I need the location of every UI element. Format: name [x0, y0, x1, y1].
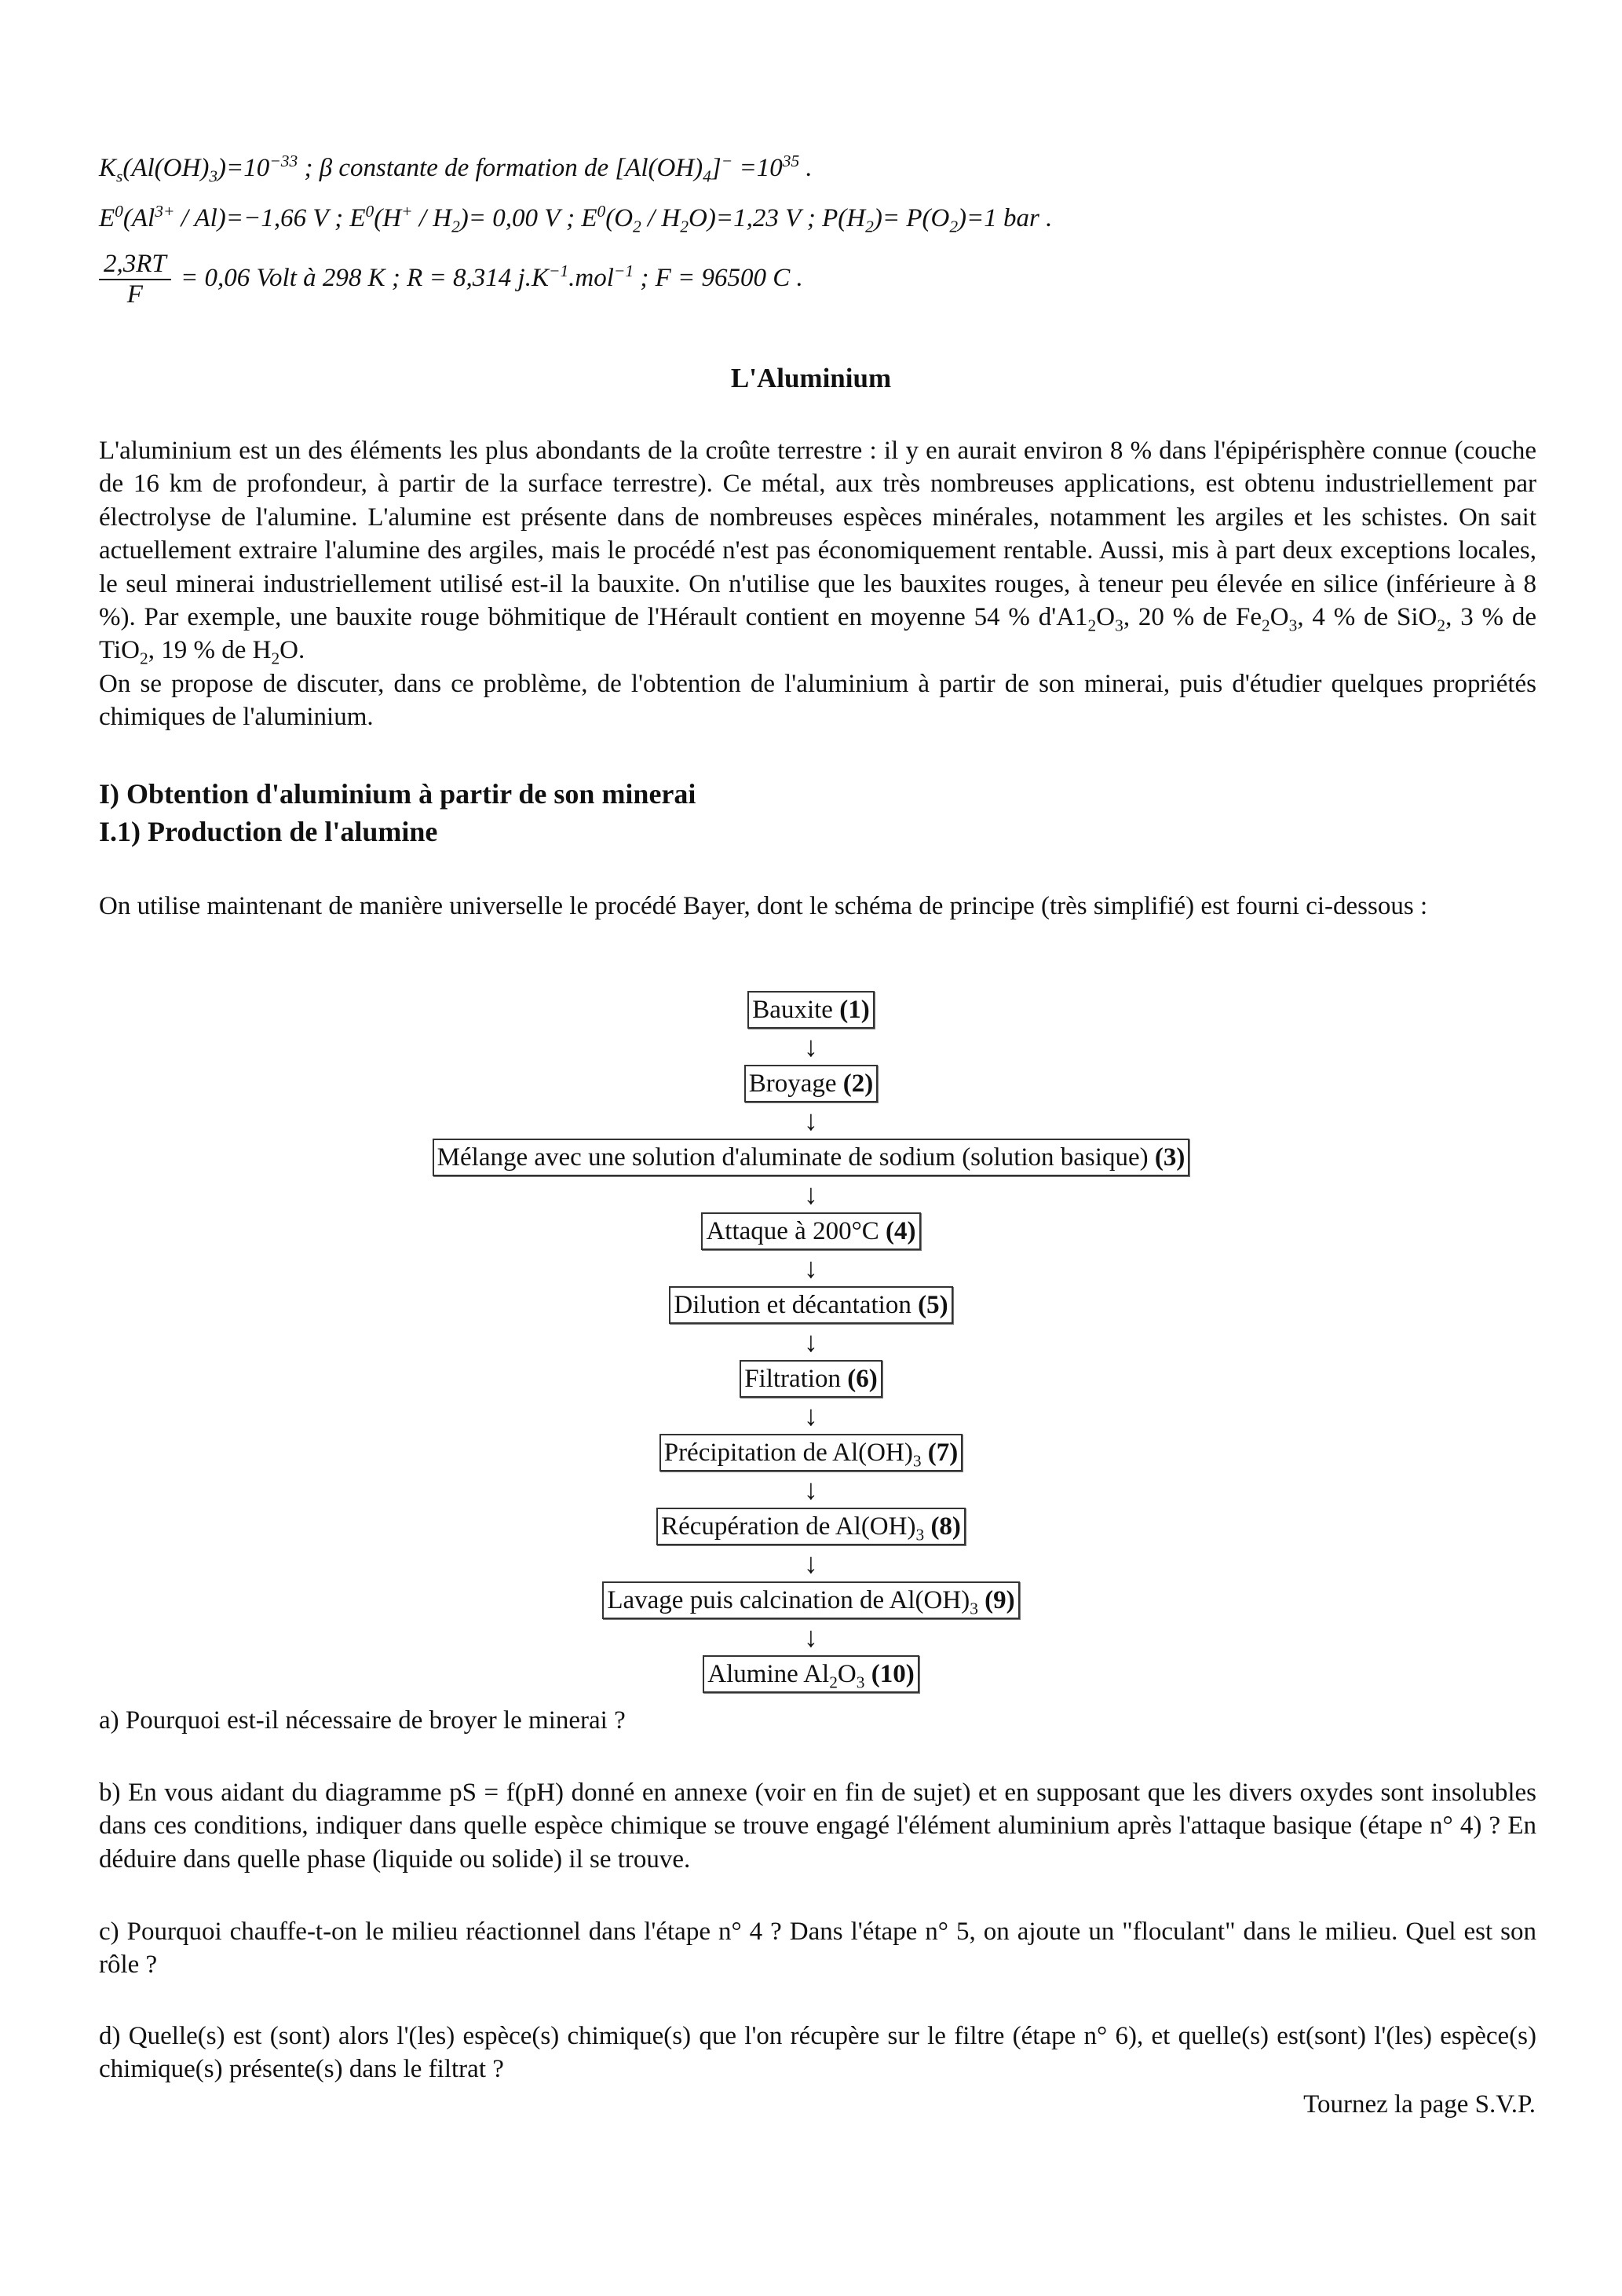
flow-step-3: [433, 1139, 1190, 1176]
down-arrow-icon: ↓: [804, 1179, 818, 1210]
flow-step-10: [703, 1655, 919, 1693]
text-sub: 3: [1288, 616, 1298, 635]
text-run: Broyage: [748, 1069, 843, 1098]
fraction: [99, 250, 171, 309]
text-sup: 0: [115, 202, 123, 221]
text-run: Mélange avec une solution d'aluminate de sodium (solution basique): [437, 1143, 1155, 1172]
constants-line-1: [99, 152, 813, 186]
text-run: Précipitation de Al(OH): [663, 1439, 913, 1467]
bayer-process-flowchart: [0, 991, 1622, 1693]
flow-step-7: [659, 1434, 963, 1472]
text-run: L'aluminium est un des éléments les plus abondants de la croûte terrestre : il y en aurait environ 8 % dans l'épipérisphère connue (couche de 16 km de profondeur, à partir de la surface terrestre). Ce métal, aux très nombreuses applications, est obtenu industriellement par électrolyse de l'alumine. L'alumine est présente dans de nombreuses espèces minérales, notamment les argiles et les schistes. On sait actuellement extraire l'alumine des argiles, mais le procédé n'est pas économiquement rentable. Aussi, mis à part deux exceptions locales, le seul minerai industriellement utilisé est-il la bauxite. On n'utilise que les bauxites rouges, à teneur peu élevée en silice (inférieure à 8 %). Par exemple, une bauxite rouge böhmitique de l'Hérault contient en moyenne 54 % d'A1: [99, 437, 1536, 632]
text-run: [922, 1439, 928, 1467]
text-sub: 3: [209, 166, 218, 186]
text-sup: 0: [597, 202, 606, 221]
question-b: b) En vous aidant du diagramme pS = f(pH) donné en annexe (voir en fin de sujet) et en supposant que les divers oxydes sont insolubles dans ces conditions, indiquer dans quelle espèce chimique se trouve engagé l'élément aluminium après l'attaque basique (étape n° 4) ? En déduire dans quelle phase (liquide ou solide) il se trouve.: [99, 1779, 1536, 1874]
down-arrow-icon: ↓: [804, 1105, 818, 1136]
flow-step-8: [656, 1508, 966, 1545]
flow-step-2: [744, 1065, 879, 1102]
text-sup: 3+: [155, 202, 175, 221]
text-sub: 2: [1262, 616, 1270, 635]
question-a: a) Pourquoi est-il nécessaire de broyer le minerai ?: [99, 1706, 626, 1735]
text-run: )= 0,00 V ; E: [459, 204, 597, 232]
constants-line-2: [99, 202, 1053, 236]
text-run: ; β constante de formation de [Al(OH): [298, 154, 703, 182]
text-run: O.: [279, 636, 305, 665]
text-run: (Al(OH): [122, 154, 210, 182]
flow-step-5: [669, 1286, 952, 1324]
question-c: c) Pourquoi chauffe-t-on le milieu réactionnel dans l'étape n° 4 ? Dans l'étape n° 5, on ajoute un "floculant" dans le milieu. Quel est son rôle ?: [99, 1918, 1536, 1980]
down-arrow-icon: ↓: [804, 1474, 818, 1505]
text-b: (9): [985, 1586, 1015, 1614]
text-run: ]: [711, 154, 721, 182]
text-sup: −33: [269, 152, 298, 170]
section-heading-1: I) Obtention d'aluminium à partir de son minerai: [99, 778, 696, 810]
constants-line-3: [99, 250, 803, 309]
text-sub: 3: [915, 1525, 925, 1545]
text-b: (10): [871, 1660, 915, 1688]
text-b: (1): [839, 996, 870, 1024]
text-b: (2): [842, 1069, 874, 1098]
text-sub: 2: [949, 217, 959, 236]
text-run: O: [1096, 603, 1116, 632]
text-run: (H: [374, 204, 402, 232]
text-sub: 4: [703, 166, 711, 186]
text-run: [864, 1660, 871, 1688]
text-run: , 4 % de SiO: [1297, 603, 1438, 632]
text-run: )=10: [217, 154, 270, 182]
text-run: , 3 % de TiO: [99, 603, 1536, 665]
text-run: Alumine Al: [707, 1660, 830, 1688]
text-run: / H: [412, 204, 452, 232]
text-sub: 2: [633, 217, 641, 236]
text-run: , 19 % de H: [148, 636, 272, 665]
down-arrow-icon: ↓: [804, 1326, 818, 1358]
text-run: Lavage puis calcination de Al(OH): [607, 1586, 970, 1614]
fraction-numerator: 2,3RT: [99, 250, 171, 280]
intro-text-2: On se propose de discuter, dans ce problème, de l'obtention de l'aluminium à partir de son minerai, puis d'étudier quelques propriétés chimiques de l'aluminium.: [99, 669, 1536, 732]
question-d: d) Quelle(s) est (sont) alors l'(les) espèce(s) chimique(s) que l'on récupère sur le filtre (étape n° 6), et quelle(s) est(sont) l'(les) espèce(s) chimique(s) présente(s) dans le filtrat ?: [99, 2022, 1536, 2084]
text-run: Récupération de Al(OH): [661, 1512, 916, 1541]
text-sub: 3: [1115, 616, 1123, 635]
text-i: K: [99, 154, 117, 182]
text-b: (3): [1154, 1143, 1185, 1172]
text-sub: 3: [856, 1673, 865, 1692]
text-run: )= P(O: [873, 204, 950, 232]
text-run: E: [99, 204, 115, 232]
text-sub: 3: [970, 1599, 978, 1618]
text-b: (5): [918, 1291, 948, 1319]
flow-step-4: [701, 1212, 920, 1250]
text-sub: 2: [829, 1673, 838, 1692]
intro-paragraph: [99, 434, 1536, 734]
text-sub: 2: [865, 217, 874, 236]
text-sub: 2: [140, 649, 148, 669]
text-run: = 0,06 Volt à 298 K ; R = 8,314 j.K: [174, 263, 549, 292]
text-sup: +: [401, 202, 413, 221]
text-run: Filtration: [744, 1365, 848, 1393]
text-b: (4): [886, 1217, 916, 1245]
text-sup: −1: [613, 261, 634, 280]
text-run: (O: [605, 204, 634, 232]
text-b: (6): [847, 1365, 878, 1393]
text-run: O)=1,23 V ; P(H: [688, 204, 866, 232]
text-sub: 2: [1437, 616, 1446, 635]
footer-turn-page: Tournez la page S.V.P.: [1303, 2090, 1536, 2119]
down-arrow-icon: ↓: [804, 1252, 818, 1284]
page-title: L'Aluminium: [730, 363, 892, 393]
text-run: =10: [732, 154, 783, 182]
text-run: O: [1269, 603, 1289, 632]
flow-step-6: [740, 1360, 882, 1398]
text-run: / Al)=−1,66 V ; E: [174, 204, 366, 232]
text-run: Bauxite: [752, 996, 840, 1024]
text-sub: 2: [680, 217, 689, 236]
text-run: )=1 bar .: [958, 204, 1053, 232]
section-heading-1-1: I.1) Production de l'alumine: [99, 816, 438, 847]
text-run: O: [837, 1660, 857, 1688]
constants-line-3-text: [174, 261, 803, 292]
down-arrow-icon: ↓: [804, 1031, 818, 1062]
text-sub: 2: [271, 649, 280, 669]
text-run: [978, 1586, 985, 1614]
flow-step-1: [747, 991, 874, 1029]
text-run: Attaque à 200°C: [706, 1217, 886, 1245]
text-sup: −1: [548, 261, 569, 280]
fraction-denominator: F: [126, 280, 143, 309]
down-arrow-icon: ↓: [804, 1548, 818, 1579]
text-b: (8): [930, 1512, 961, 1541]
text-run: (Al: [122, 204, 155, 232]
text-run: ; F = 96500 C .: [634, 263, 803, 292]
down-arrow-icon: ↓: [804, 1621, 818, 1653]
text-sup: 35: [782, 152, 800, 170]
flow-step-9: [602, 1581, 1019, 1619]
text-run: .mol: [568, 263, 614, 292]
text-sub: 2: [1087, 616, 1097, 635]
bayer-intro: On utilise maintenant de manière universelle le procédé Bayer, dont le schéma de principe (très simplifié) est fourni ci-dessous :: [99, 892, 1428, 920]
text-run: .: [799, 154, 813, 182]
intro-text: [99, 434, 1536, 667]
text-sub: 2: [451, 217, 460, 236]
text-sub: 3: [912, 1451, 922, 1471]
text-sup: −: [721, 152, 733, 170]
text-sub: s: [116, 166, 123, 186]
text-b: (7): [927, 1439, 959, 1467]
text-sup: 0: [365, 202, 374, 221]
text-run: / H: [641, 204, 681, 232]
text-run: , 20 % de Fe: [1123, 603, 1262, 632]
down-arrow-icon: ↓: [804, 1400, 818, 1431]
text-run: Dilution et décantation: [674, 1291, 919, 1319]
